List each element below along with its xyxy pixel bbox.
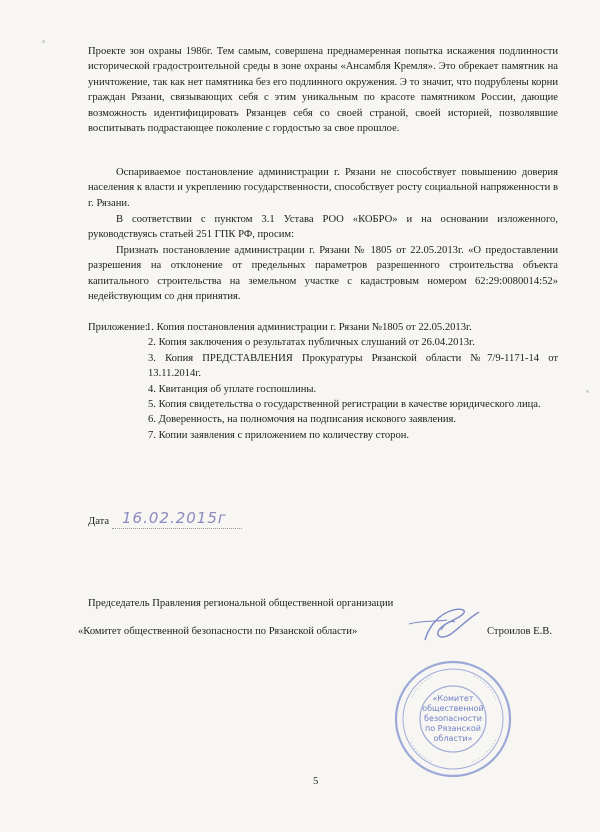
page-number: 5 xyxy=(313,776,319,787)
handwritten-date: 16.02.2015г xyxy=(122,509,227,527)
attachment-item: 4. Квитанция об уплате госпошлины. xyxy=(148,383,317,395)
paragraph-request xyxy=(88,243,558,305)
handwritten-signature xyxy=(405,600,485,650)
date-line xyxy=(112,528,242,529)
paragraph-text: Оспариваемое постановление администрации г. Рязани не способствует повышению доверия населения к власти и укреплению государственности, способствует росту социальной напряженности в г. Рязани. xyxy=(88,167,558,209)
stamp-line: «Комитет xyxy=(432,694,474,703)
attachment-item: 5. Копия свидетельства о государственной регистрации в качестве юридического лица. xyxy=(148,399,541,411)
attachment-item: 1. Копия постановления администрации г. Рязани №1805 от 22.05.2013г. xyxy=(146,322,472,333)
attachment-item: 3. Копия ПРЕДСТАВЛЕНИЯ Прокуратуры Рязанской области №7/9-1171-14 от 13.11.2014г. xyxy=(148,352,558,380)
paragraph-heritage xyxy=(88,44,558,136)
paragraph-text: В соответствии с пунктом 3.1 Устава РОО «КОБРО» и на основании изложенного, руководствуясь статьей 251 ГПК РФ, просим: xyxy=(88,214,558,241)
stamp-line: по Рязанской xyxy=(424,724,482,733)
organization-stamp xyxy=(392,658,514,780)
attachment-item: 2. Копия заключения о результатах публичных слушаний от 26.04.2013г. xyxy=(148,337,475,349)
organization-name: «Комитет общественной безопасности по Рязанской области» xyxy=(78,626,358,637)
paragraph-text: Признать постановление администрации г. Рязани № 1805 от 22.05.2013г. «О предоставлении разрешения на отклонение от предельных параметров разрешенного строительства объекта капитального строительства на земельном участке с кадастровым номером 62:29:0080014:52» недействующим со дня принятия. xyxy=(88,245,558,303)
stamp-line: области» xyxy=(433,734,473,743)
scan-speck xyxy=(586,390,589,393)
paragraph-basis xyxy=(88,212,558,243)
attachments-label: Приложение: xyxy=(88,322,148,333)
date-label: Дата xyxy=(88,516,110,527)
attachment-item: 7. Копии заявления с приложением по количеству сторон. xyxy=(148,429,410,441)
stamp-line: общественной xyxy=(422,704,484,713)
paragraph-trust xyxy=(88,165,558,211)
signatory-name: Строилов Е.В. xyxy=(487,626,553,637)
attachment-item: 6. Доверенность, на полномочия на подписания искового заявления. xyxy=(148,414,457,426)
paragraph-text: Проекте зон охраны 1986г. Тем самым, совершена преднамеренная попытка искажения подлинности исторической градостроительной среды в зоне охраны «Ансамбля Кремля». Это обрекает памятник на уничтожение, так как нет памятника без его подлинного окружения. Э то значит, что подрублены корни граждан Рязани, связывающих себя с этим уникальным по красоте памятником России, дающие возможность идентифицировать Рязанцев себя со своей страной, своей историей, позволявшие воспитывать подрастающее поколение с гордостью за свое прошлое. xyxy=(88,46,558,135)
stamp-line: безопасности xyxy=(424,714,482,723)
signatory-title: Председатель Правления региональной общественной организации xyxy=(88,598,394,609)
scan-speck xyxy=(42,40,45,43)
attachments-list xyxy=(146,320,558,443)
